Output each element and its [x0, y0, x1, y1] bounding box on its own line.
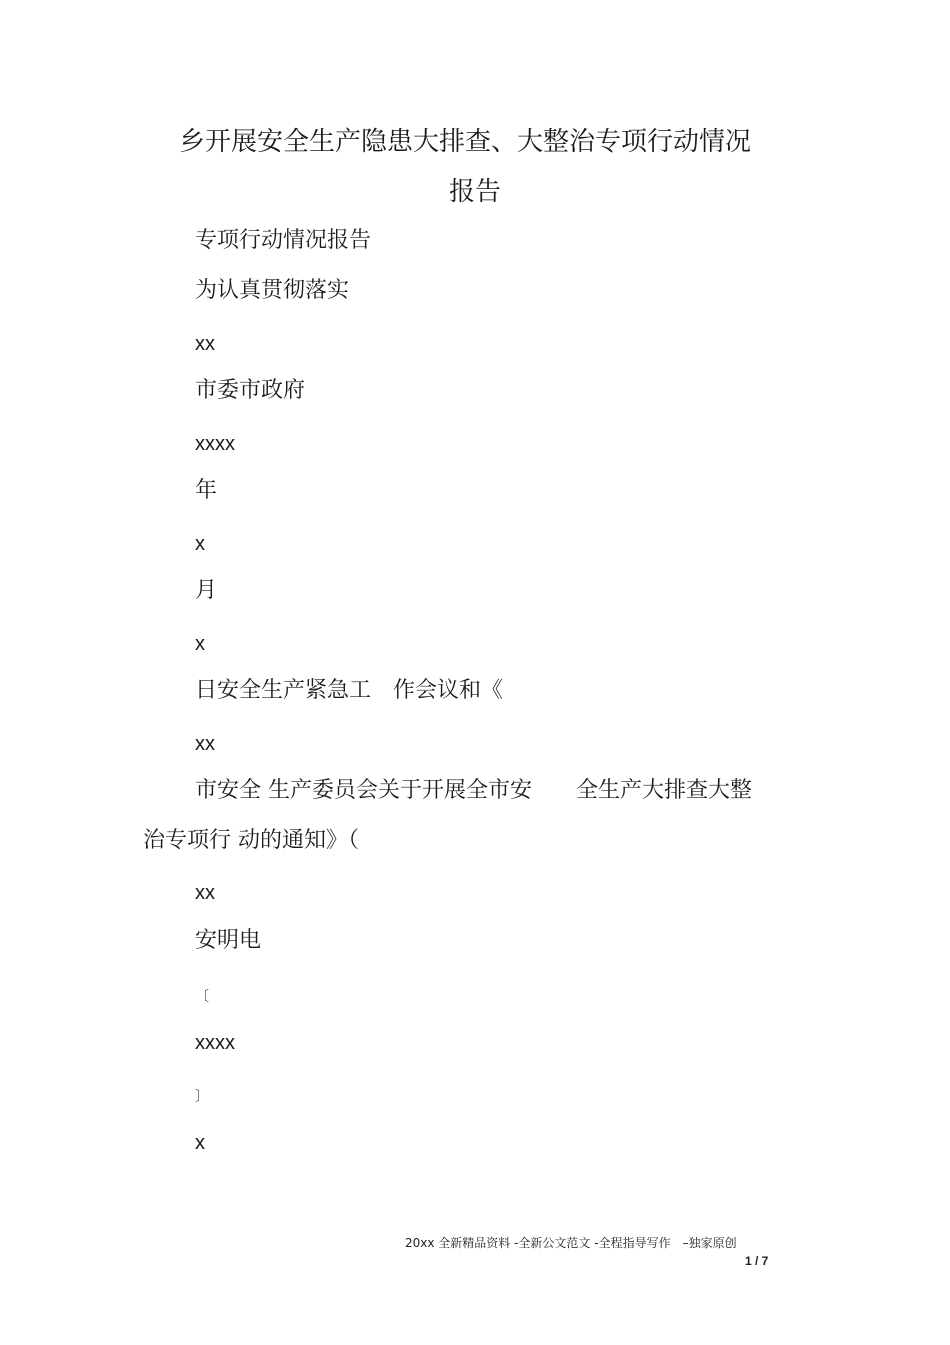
body-line: x: [195, 1132, 205, 1154]
body-line: x: [195, 533, 205, 555]
body-line: 〕: [195, 1089, 209, 1105]
body-line: xx: [195, 733, 215, 755]
body-line: xxxx: [195, 1032, 235, 1054]
body-line: xx: [195, 882, 215, 904]
body-line: 市安全 生产委员会关于开展全市安 全生产大排查大整: [195, 778, 752, 803]
body-line: 日安全生产紧急工 作会议和《: [195, 678, 504, 703]
body-line: xx: [195, 333, 215, 355]
body-line: 为认真贯彻落实: [195, 278, 350, 303]
page-number: 1 / 7: [745, 1254, 769, 1268]
body-line: x: [195, 633, 205, 655]
body-line: 治专项行 动的通知》（: [143, 828, 359, 853]
body-line: 市委市政府: [195, 378, 306, 403]
body-line: 〔: [195, 989, 209, 1005]
body-line: 专项行动情况报告: [195, 228, 372, 253]
body-line: 月: [195, 578, 218, 603]
document-title-line-2: 报告: [448, 177, 501, 207]
body-line: xxxx: [195, 433, 235, 455]
document-title-line-1: 乡开展安全生产隐患大排查、大整治专项行动情况: [178, 127, 751, 157]
body-line: 安明电: [195, 928, 262, 953]
body-line: 年: [195, 478, 218, 503]
page-footer-text: 20xx 全新精品资料 -全新公文范文 -全程指导写作 –独家原创: [405, 1236, 737, 1250]
